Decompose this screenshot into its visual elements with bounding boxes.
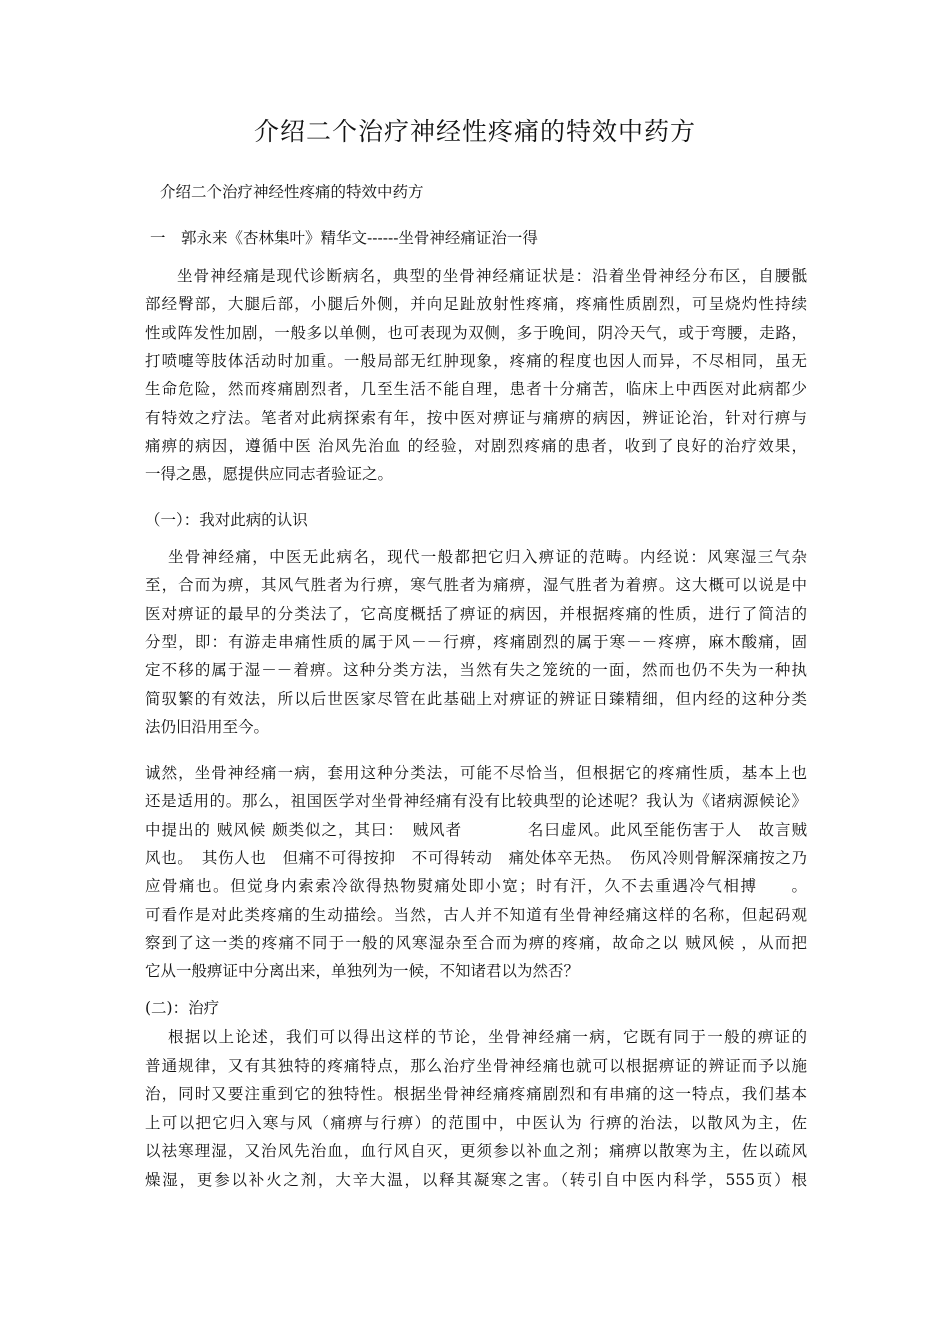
paragraph-line: 性或阵发性加剧，一般多以单侧，也可表现为双侧，多于晚间，阴冷天气，或于弯腰，走路， [145,324,807,342]
paragraph-line: 简驭繁的有效法，所以后世医家尽管在此基础上对痹证的辨证日臻精细，但内经的这种分类 [145,690,807,708]
subtitle: 介绍二个治疗神经性疼痛的特效中药方 [160,183,424,201]
paragraph-line: 燥湿，更参以补火之剂，大辛大温，以释其凝寒之害。（转引自中医内科学，555页）根 [145,1171,807,1189]
paragraph-line: 可看作是对此类疼痛的生动描绘。当然，古人并不知道有坐骨神经痛这样的名称，但起码观 [145,906,807,924]
paragraph-line: 中提出的 贼风候 颇类似之，其曰： 贼风者 名曰虚风。此风至能伤害于人 故言贼 [145,821,807,839]
paragraph-line: 上可以把它归入寒与风（痛痹与行痹）的范围中，中医认为 行痹的治法，以散风为主，佐 [145,1114,807,1132]
paragraph-line: 打喷嚏等肢体活动时加重。一般局部无红肿现象，疼痛的程度也因人而异，不尽相同，虽无 [145,352,807,370]
document-title: 介绍二个治疗神经性疼痛的特效中药方 [253,117,696,146]
paragraph-line: 普通规律，又有其独特的疼痛特点，那么治疗坐骨神经痛也就可以根据痹证的辨证而予以施 [145,1057,807,1075]
paragraph-line: 定不移的属于湿－－着痹。这种分类方法，当然有失之笼统的一面，然而也仍不失为一种执 [145,661,807,679]
paragraph-line: 部经臀部，大腿后部，小腿后外侧，并向足趾放射性疼痛，疼痛性质剧烈，可呈烧灼性持续 [145,295,807,313]
paragraph-line: 以祛寒理湿，又治风先治血，血行风自灭，更须参以补血之剂；痛痹以散寒为主，佐以疏风 [145,1142,807,1160]
section-heading: 一 郭永来《杏林集叶》精华文------坐骨神经痛证治一得 [150,229,538,247]
paragraph-line: 治，同时又要注重到它的独特性。根据坐骨神经痛疼痛剧烈和有串痛的这一特点，我们基本 [145,1085,807,1103]
paragraph-line: 应骨痛也。但觉身内索索冷欲得热物熨痛处即小宽；时有汗，久不去重遇冷气相搏 。 [145,877,807,895]
paragraph-line: 法仍旧沿用至今。 [145,718,270,736]
paragraph-line: （一）：我对此病的认识 [145,511,308,529]
paragraph-line: 医对痹证的最早的分类法了，它高度概括了痹证的病因，并根据疼痛的性质，进行了简洁的 [145,605,807,623]
paragraph-line: 痛痹的病因，遵循中医 治风先治血 的经验，对剧烈疼痛的患者，收到了良好的治疗效果， [145,437,807,455]
paragraph-line: 分型，即：有游走串痛性质的属于风－－行痹，疼痛剧烈的属于寒－－疼痹，麻木酸痛，固 [145,633,807,651]
paragraph-line: 一得之愚，愿提供应同志者验证之。 [145,465,394,483]
paragraph-line: 坐骨神经痛，中医无此病名，现代一般都把它归入痹证的范畴。内经说：风寒湿三气杂 [168,548,807,566]
paragraph-line: 根据以上论述，我们可以得出这样的节论，坐骨神经痛一病，它既有同于一般的痹证的 [168,1028,807,1046]
paragraph-line: 生命危险，然而疼痛剧烈者，几至生活不能自理，患者十分痛苦，临床上中西医对此病都少 [145,380,807,398]
paragraph-line: 它从一般痹证中分离出来，单独列为一候，不知诸君以为然否？ [145,962,580,980]
paragraph-line: (二)：治疗 [145,999,220,1017]
paragraph-line: 坐骨神经痛是现代诊断病名，典型的坐骨神经痛证状是：沿着坐骨神经分布区，自腰骶 [177,267,807,285]
paragraph-line: 诚然，坐骨神经痛一病，套用这种分类法，可能不尽恰当，但根据它的疼痛性质，基本上也 [145,764,807,782]
paragraph-line: 有特效之疗法。笔者对此病探索有年，按中医对痹证与痛痹的病因，辨证论治，针对行痹与 [145,409,807,427]
paragraph-line: 风也。 其伤人也 但痛不可得按抑 不可得转动 痛处体卒无热。 伤风冷则骨解深痛按之乃 [145,849,807,867]
paragraph-line: 还是适用的。那么，祖国医学对坐骨神经痛有没有比较典型的论述呢？我认为《诸病源候论》 [145,792,807,810]
paragraph-line: 至，合而为痹，其风气胜者为行痹，寒气胜者为痛痹，湿气胜者为着痹。这大概可以说是中 [145,576,807,594]
paragraph-line: 察到了这一类的疼痛不同于一般的风寒湿杂至合而为痹的疼痛，故命之以 贼风候 ，从而把 [145,934,807,952]
